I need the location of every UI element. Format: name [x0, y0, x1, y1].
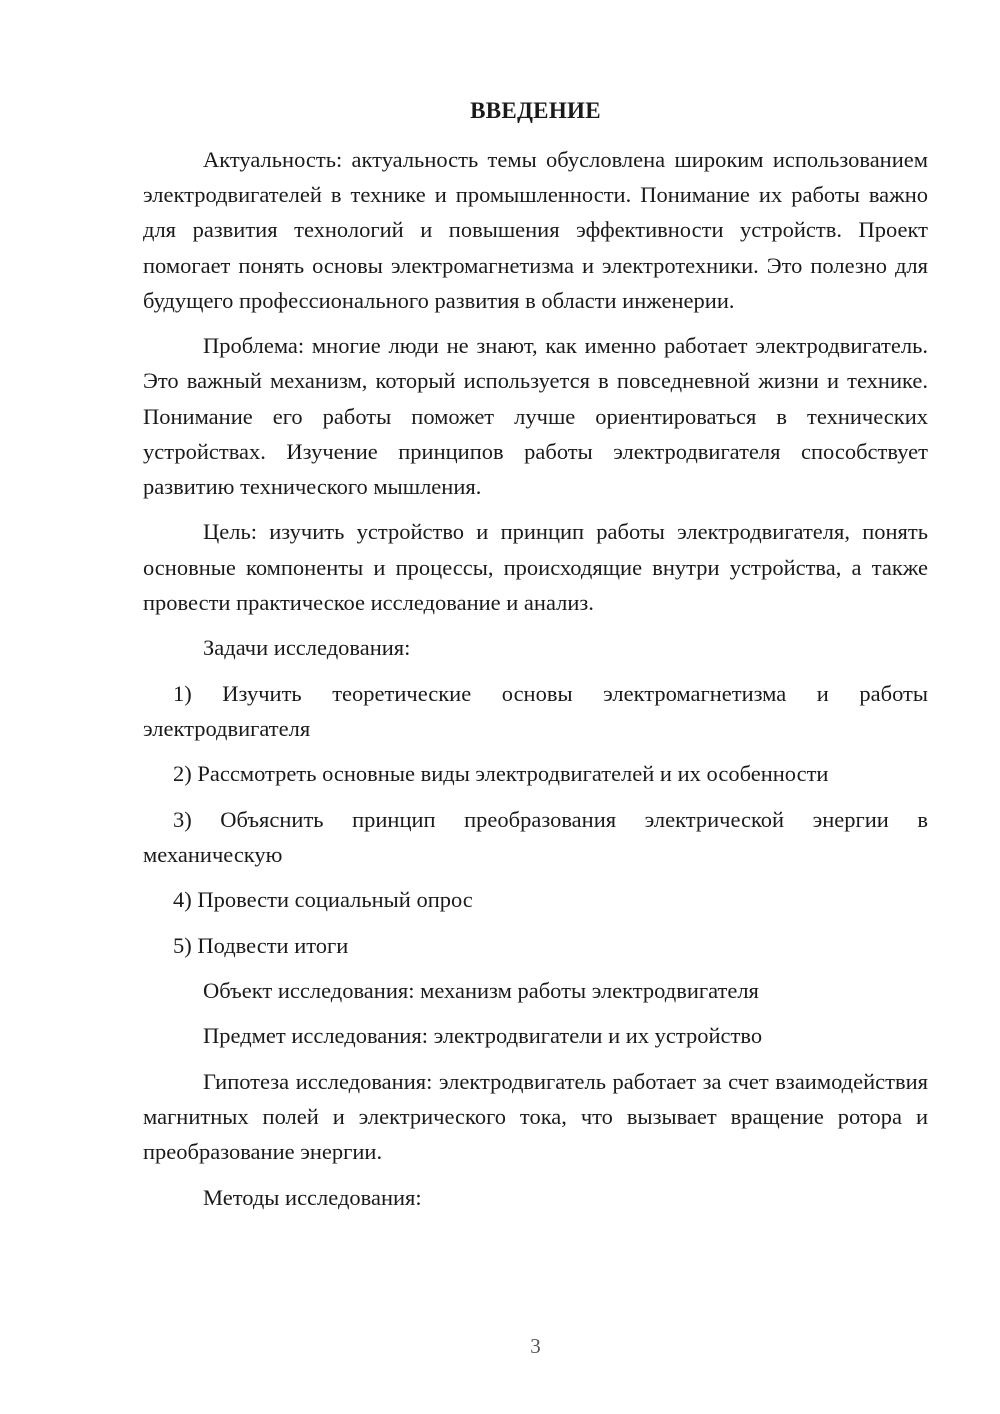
task-item-3: 3) Объяснить принцип преобразования электрической энергии в механическую [143, 806, 928, 867]
paragraph-relevance: Актуальность: актуальность темы обусловлена широким использованием электродвигателей в технике и промышленности. Понимание их работы важно для развития технологий и повышения эффективности устройств. Проект помогает понять основы электромагнетизма и электротехники. Это полезно для будущего профессионального развития в области инженерии. [143, 147, 928, 313]
paragraph-problem: Проблема: многие люди не знают, как именно работает электродвигатель. Это важный механизм, который используется в повседневной жизни и технике. Понимание его работы поможет лучше ориентироваться в технических устройствах. Изучение принципов работы электродвигателя способствует развитию технического мышления. [143, 333, 928, 500]
body-text [143, 142, 928, 1225]
task-item-1: 1) Изучить теоретические основы электромагнетизма и работы электродвигателя [143, 680, 928, 741]
paragraph-tasks-heading: Задачи исследования: [203, 635, 411, 661]
task-item-2: 2) Рассмотреть основные виды электродвигателей и их особенности [173, 761, 829, 787]
paragraph-hypothesis: Гипотеза исследования: электродвигатель работает за счет взаимодействия магнитных полей и электрического тока, что вызывает вращение ротора и преобразование энергии. [143, 1068, 928, 1165]
section-heading: ВВЕДЕНИЕ [470, 98, 601, 123]
paragraph-methods: Методы исследования: [203, 1184, 422, 1210]
page-number: 3 [530, 1334, 541, 1358]
task-item-5: 5) Подвести итоги [173, 932, 349, 958]
paragraph-object: Объект исследования: механизм работы электродвигателя [203, 977, 759, 1003]
task-item-4: 4) Провести социальный опрос [173, 887, 473, 913]
document-page [143, 0, 928, 1414]
paragraph-goal: Цель: изучить устройство и принцип работы электродвигателя, понять основные компоненты и процессы, происходящие внутри устройства, а также провести практическое исследование и анализ. [143, 519, 928, 615]
paragraph-subject: Предмет исследования: электродвигатели и их устройство [203, 1023, 763, 1049]
